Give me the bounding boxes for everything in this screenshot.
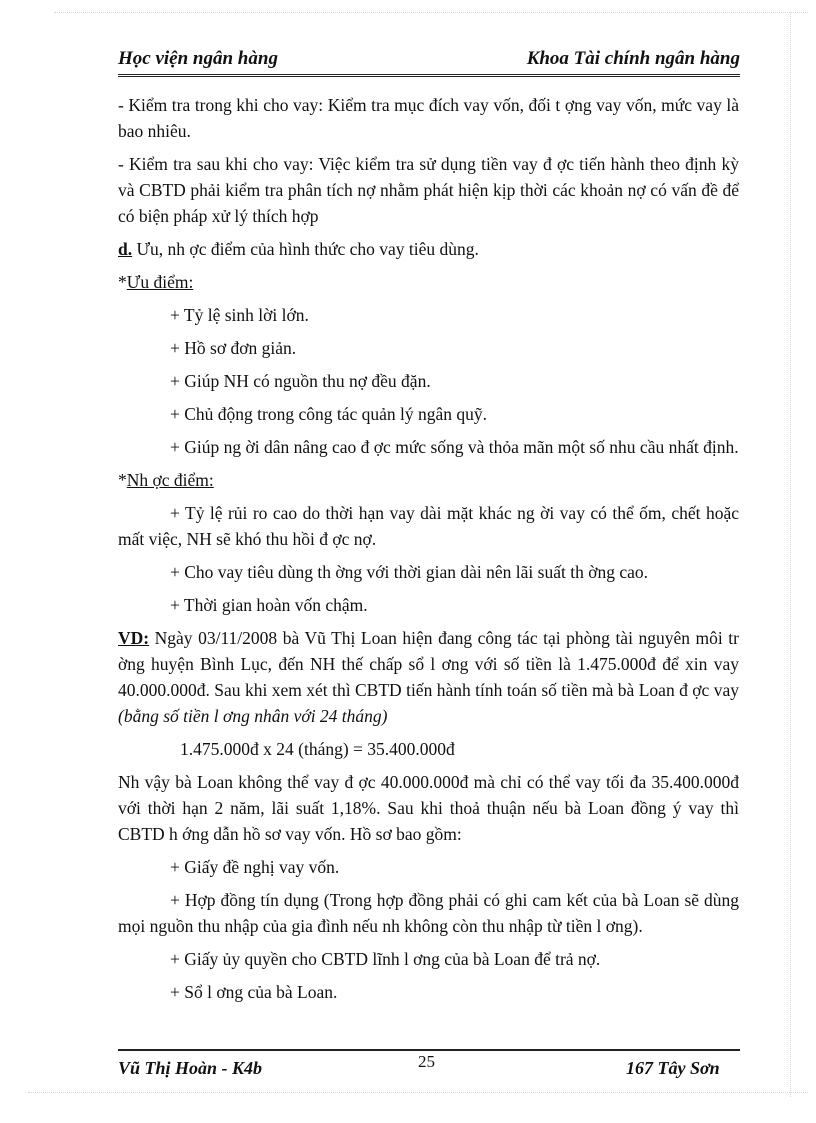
- document-item: + Hợp đồng tín dụng (Trong hợp đồng phải có ghi cam kết của bà Loan sẽ dùng mọi nguồn thu nhập của gia đình nếu nh không còn thu nhập từ tiền l ơng).: [118, 890, 739, 936]
- page-frame-right: [790, 12, 791, 1097]
- page-frame-top: [54, 12, 808, 27]
- footer-address: 167 Tây Sơn: [626, 1058, 720, 1078]
- example-text: Ngày 03/11/2008 bà Vũ Thị Loan hiện đang công tác tại phòng tài nguyên môi tr ờng huyện Bình Lục, đến NH thế chấp sổ l ơng với số tiền là 1.475.000đ để xin vay 40.000.000đ. Sau khi xem xét thì CBTD tiến hành tính toán số tiền mà bà Loan đ ợc vay: [118, 628, 739, 700]
- section-d-text: Ưu, nh ợc điểm của hình thức cho vay tiêu dùng.: [132, 239, 479, 259]
- advantage-item: + Giúp NH có nguồn thu nợ đều đặn.: [170, 371, 431, 391]
- document-item: + Sổ l ơng của bà Loan.: [170, 982, 338, 1002]
- page-number: 25: [418, 1052, 435, 1071]
- advantages-star: *: [118, 272, 127, 292]
- advantage-item: + Tỷ lệ sinh lời lớn.: [170, 305, 309, 325]
- page-body: [118, 92, 739, 1012]
- example-formula: 1.475.000đ x 24 (tháng) = 35.400.000đ: [180, 739, 455, 759]
- page-header: [118, 44, 740, 77]
- footer-author: Vũ Thị Hoàn - K4b: [118, 1058, 263, 1078]
- document-item: + Giấy đề nghị vay vốn.: [170, 857, 340, 877]
- advantage-item: + Chủ động trong công tác quản lý ngân quỹ.: [170, 404, 488, 424]
- conclusion-paragraph: Nh vậy bà Loan không thể vay đ ợc 40.000.000đ mà chỉ có thể vay tối đa 35.400.000đ với thời hạn 2 năm, lãi suất 1,18%. Sau khi thoả thuận nếu bà Loan đồng ý vay thì CBTD h ớng dẫn hồ sơ vay vốn. Hồ sơ bao gồm:: [118, 772, 739, 844]
- disadvantage-item: + Thời gian hoàn vốn chậm.: [170, 595, 368, 615]
- disadvantage-item: + Cho vay tiêu dùng th ờng với thời gian dài nên lãi suất th ờng cao.: [170, 562, 648, 582]
- disadvantages-heading-text: Nh ợc điểm:: [126, 470, 214, 490]
- disadvantage-item: + Tỷ lệ rủi ro cao do thời hạn vay dài mặt khác ng ời vay có thể ốm, chết hoặc mất việc, NH sẽ khó thu hồi đ ợc nợ.: [118, 503, 739, 549]
- section-d-heading: [118, 236, 739, 262]
- document-item: + Giấy ủy quyền cho CBTD lĩnh l ơng của bà Loan để trả nợ.: [170, 949, 601, 969]
- header-faculty: Khoa Tài chính ngân hàng: [526, 48, 740, 69]
- advantage-item: + Hồ sơ đơn giản.: [170, 338, 297, 358]
- disadvantages-star: *: [118, 470, 127, 490]
- paragraph-check-during-loan: - Kiểm tra trong khi cho vay: Kiểm tra mục đích vay vốn, đối t ợng vay vốn, mức vay là bao nhiêu.: [118, 95, 739, 141]
- advantages-heading-text: Ưu điểm:: [126, 272, 194, 292]
- section-d-label: d.: [118, 239, 133, 259]
- paragraph-check-after-loan: - Kiểm tra sau khi cho vay: Việc kiểm tra sử dụng tiền vay đ ợc tiến hành theo định kỳ và CBTD phải kiểm tra phân tích nợ nhằm phát hiện kịp thời các khoản nợ có vấn đề để có biện pháp xử lý thích hợp: [118, 154, 739, 226]
- advantage-item: + Giúp ng ời dân nâng cao đ ợc mức sống và thỏa mãn một số nhu cầu nhất định.: [170, 437, 739, 457]
- page-frame-bottom: [28, 1092, 808, 1093]
- footer-rule: [118, 1049, 740, 1051]
- header-institution: Học viện ngân hàng: [118, 48, 278, 69]
- advantages-heading: [118, 269, 739, 295]
- example-label: VD:: [118, 628, 150, 648]
- example-italic-note: (bằng số tiền l ơng nhân với 24 tháng): [118, 706, 388, 726]
- disadvantages-heading: [118, 467, 739, 493]
- example-paragraph: [118, 625, 739, 729]
